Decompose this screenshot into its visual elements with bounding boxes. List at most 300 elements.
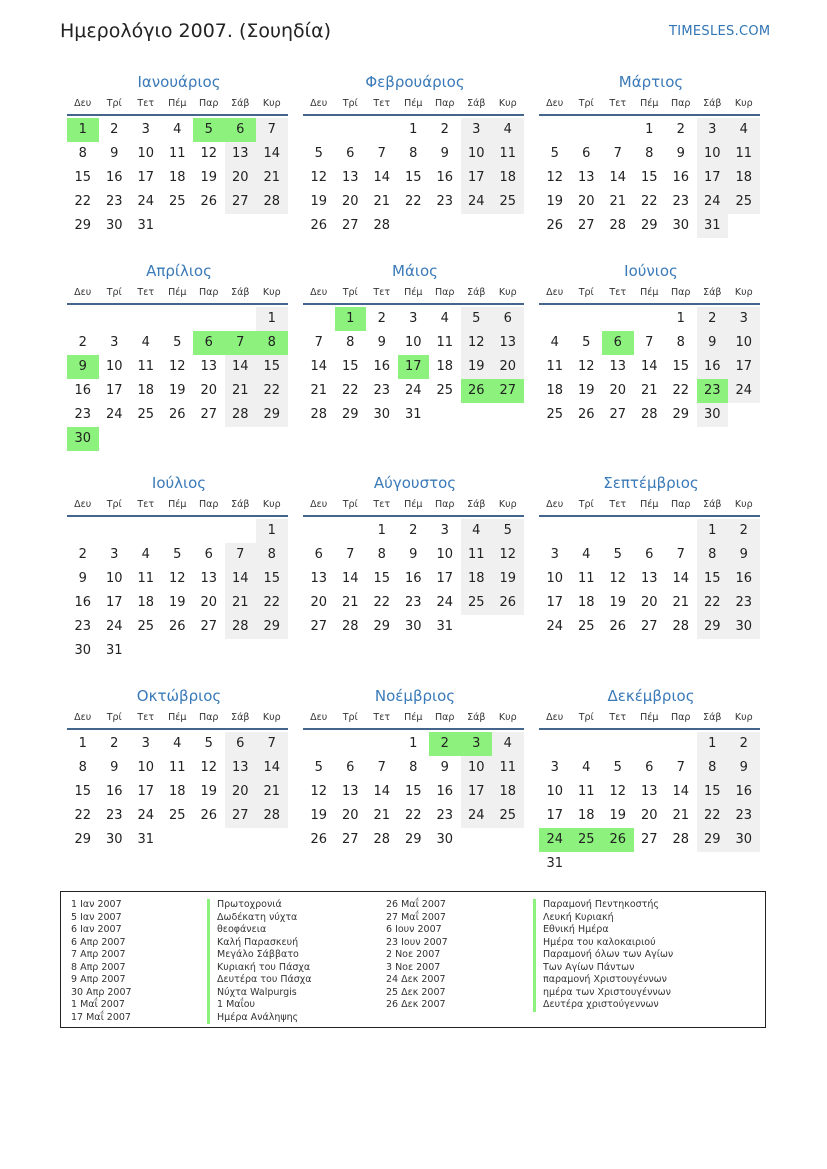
empty-cell <box>634 307 666 331</box>
weekday-label: Τετ <box>137 98 155 109</box>
day-cell: 18 <box>546 383 564 398</box>
day-cell: 19 <box>546 194 564 209</box>
day-cell: 24 <box>436 595 454 610</box>
day-cell: 16 <box>373 359 391 374</box>
weekend-day-cell: 10 <box>728 331 760 355</box>
empty-cell <box>67 307 99 331</box>
weekday-label: Σάβ <box>467 499 486 510</box>
empty-cell <box>602 732 634 756</box>
day-cell: 7 <box>676 760 685 775</box>
weekday-label: Δευ <box>74 712 92 723</box>
month-name: Αύγουστος <box>373 474 457 492</box>
day-cell: 23 <box>74 407 92 422</box>
weekday-header <box>67 495 291 515</box>
weekend-day-cell: 30 <box>728 828 760 852</box>
day-cell: 6 <box>346 146 355 161</box>
weekend-day-cell: 28 <box>225 403 257 427</box>
day-cell: 27 <box>341 218 359 233</box>
day-cell: 23 <box>404 595 422 610</box>
weekend-day-cell: 17 <box>461 166 493 190</box>
weekday-label: Παρ <box>671 712 691 723</box>
day-cell: 8 <box>645 146 654 161</box>
day-cell: 18 <box>137 595 155 610</box>
day-grid <box>303 307 527 427</box>
weekday-label: Τρί <box>342 712 358 723</box>
day-cell: 19 <box>200 784 218 799</box>
weekend-day-cell: 14 <box>225 567 257 591</box>
empty-cell <box>634 732 666 756</box>
day-cell: 8 <box>377 547 386 562</box>
weekend-day-cell: 20 <box>492 355 524 379</box>
weekday-label: Δευ <box>546 287 564 298</box>
weekday-label: Πέμ <box>168 287 187 298</box>
weekend-day-cell: 8 <box>697 756 729 780</box>
day-cell: 17 <box>137 784 155 799</box>
day-cell: 17 <box>436 571 454 586</box>
weekday-label: Τετ <box>373 98 391 109</box>
day-cell: 22 <box>341 383 359 398</box>
month-block <box>303 684 527 852</box>
day-cell: 3 <box>141 122 150 137</box>
day-cell: 28 <box>672 619 690 634</box>
legend-date: 25 Δεκ 2007 <box>386 986 446 998</box>
day-cell: 17 <box>105 383 123 398</box>
weekend-day-cell: 29 <box>697 828 729 852</box>
day-cell: 13 <box>341 784 359 799</box>
day-cell: 17 <box>546 595 564 610</box>
weekend-day-cell: 12 <box>492 543 524 567</box>
weekday-label: Σάβ <box>703 712 722 723</box>
day-cell: 23 <box>105 194 123 209</box>
day-cell: 29 <box>373 619 391 634</box>
weekday-label: Κυρ <box>498 712 517 723</box>
weekend-day-cell: 30 <box>697 403 729 427</box>
empty-cell <box>539 118 571 142</box>
day-cell: 25 <box>168 194 186 209</box>
day-cell: 7 <box>377 760 386 775</box>
weekend-day-cell: 23 <box>728 804 760 828</box>
weekend-day-cell: 4 <box>728 118 760 142</box>
day-cell: 23 <box>436 808 454 823</box>
day-grid <box>67 307 291 451</box>
weekend-day-cell: 22 <box>697 591 729 615</box>
day-cell: 14 <box>341 571 359 586</box>
day-cell: 30 <box>74 643 92 658</box>
day-cell: 30 <box>105 832 123 847</box>
day-cell: 10 <box>105 571 123 586</box>
site-logo[interactable]: TIMESLES.COM <box>669 24 771 39</box>
day-cell: 11 <box>137 359 155 374</box>
weekend-day-cell: 18 <box>728 166 760 190</box>
day-cell: 3 <box>409 311 418 326</box>
day-cell: 9 <box>110 146 119 161</box>
day-cell: 8 <box>346 335 355 350</box>
weekday-label: Τετ <box>137 712 155 723</box>
weekend-day-cell: 4 <box>461 519 493 543</box>
month-name: Δεκέμβριος <box>607 687 695 705</box>
day-cell: 12 <box>609 784 627 799</box>
weekend-day-cell: 27 <box>225 190 257 214</box>
month-block <box>303 471 527 639</box>
day-cell: 25 <box>168 808 186 823</box>
day-cell: 3 <box>550 547 559 562</box>
legend-holiday-name: παραμονή Χριστουγέννων <box>533 974 673 987</box>
day-cell: 28 <box>640 407 658 422</box>
day-cell: 7 <box>314 335 323 350</box>
weekday-label: Τετ <box>373 499 391 510</box>
day-cell: 13 <box>200 359 218 374</box>
weekend-day-cell: 23 <box>728 591 760 615</box>
weekend-day-cell: 29 <box>697 615 729 639</box>
month-block <box>539 70 763 238</box>
weekend-day-cell: 22 <box>256 379 288 403</box>
day-cell: 11 <box>137 571 155 586</box>
header-divider <box>67 515 288 517</box>
day-cell: 26 <box>200 194 218 209</box>
day-cell: 31 <box>105 643 123 658</box>
header-divider <box>539 728 760 730</box>
day-cell: 27 <box>577 218 595 233</box>
day-cell: 1 <box>409 122 418 137</box>
day-cell: 28 <box>672 832 690 847</box>
day-cell: 14 <box>609 170 627 185</box>
day-cell: 27 <box>640 619 658 634</box>
weekend-day-cell: 21 <box>225 591 257 615</box>
day-cell: 29 <box>74 832 92 847</box>
day-cell: 10 <box>137 146 155 161</box>
day-grid <box>539 118 763 238</box>
day-cell: 10 <box>404 335 422 350</box>
day-cell: 25 <box>436 383 454 398</box>
weekday-label: Τρί <box>106 712 122 723</box>
weekday-label: Παρ <box>435 499 455 510</box>
weekday-label: Δευ <box>546 98 564 109</box>
day-cell: 9 <box>78 571 87 586</box>
weekend-day-cell: 13 <box>225 756 257 780</box>
weekday-label: Παρ <box>199 712 219 723</box>
weekend-day-cell: 28 <box>256 804 288 828</box>
day-grid <box>539 732 763 876</box>
day-cell: 12 <box>168 359 186 374</box>
holiday-day-cell: 17 <box>398 355 430 379</box>
empty-cell <box>335 519 367 543</box>
legend-holiday-name: Ημέρα του καλοκαιριού <box>533 937 673 950</box>
day-cell: 31 <box>436 619 454 634</box>
day-cell: 10 <box>137 760 155 775</box>
day-cell: 31 <box>137 218 155 233</box>
legend-date: 7 Απρ 2007 <box>71 949 126 960</box>
weekend-day-cell: 7 <box>256 732 288 756</box>
legend-holiday-name: Νύχτα Walpurgis <box>207 987 312 1000</box>
day-cell: 13 <box>577 170 595 185</box>
day-cell: 8 <box>409 760 418 775</box>
header-divider <box>303 114 524 116</box>
day-cell: 2 <box>676 122 685 137</box>
day-cell: 2 <box>78 547 87 562</box>
weekend-day-cell: 14 <box>256 142 288 166</box>
weekday-label: Τρί <box>578 287 594 298</box>
weekend-day-cell: 21 <box>256 780 288 804</box>
weekend-day-cell: 11 <box>492 142 524 166</box>
day-cell: 14 <box>672 784 690 799</box>
day-cell: 22 <box>640 194 658 209</box>
empty-cell <box>602 519 634 543</box>
day-cell: 24 <box>105 407 123 422</box>
weekday-label: Παρ <box>199 499 219 510</box>
day-cell: 3 <box>550 760 559 775</box>
day-cell: 22 <box>74 194 92 209</box>
day-cell: 3 <box>141 736 150 751</box>
weekend-day-cell: 8 <box>697 543 729 567</box>
weekday-label: Τρί <box>342 287 358 298</box>
month-block <box>539 471 763 639</box>
day-cell: 20 <box>310 595 328 610</box>
day-cell: 24 <box>546 619 564 634</box>
day-cell: 13 <box>609 359 627 374</box>
weekday-label: Πέμ <box>640 98 659 109</box>
weekend-day-cell: 25 <box>492 190 524 214</box>
day-cell: 2 <box>78 335 87 350</box>
day-cell: 12 <box>310 170 328 185</box>
header-divider <box>303 303 524 305</box>
weekday-label: Δευ <box>310 712 328 723</box>
day-cell: 4 <box>141 335 150 350</box>
day-cell: 31 <box>546 856 564 871</box>
empty-cell <box>303 519 335 543</box>
weekend-day-cell: 20 <box>225 780 257 804</box>
legend-names-col-1 <box>207 899 312 1024</box>
weekday-header <box>303 495 527 515</box>
day-cell: 26 <box>168 407 186 422</box>
holiday-day-cell: 24 <box>539 828 571 852</box>
empty-cell <box>130 519 162 543</box>
weekday-header <box>303 94 527 114</box>
empty-cell <box>665 519 697 543</box>
day-cell: 5 <box>173 547 182 562</box>
day-cell: 5 <box>613 760 622 775</box>
weekday-label: Σάβ <box>467 712 486 723</box>
day-cell: 22 <box>404 194 422 209</box>
empty-cell <box>571 732 603 756</box>
empty-cell <box>99 307 131 331</box>
weekday-label: Παρ <box>199 287 219 298</box>
day-cell: 4 <box>141 547 150 562</box>
day-cell: 1 <box>645 122 654 137</box>
holiday-day-cell: 9 <box>67 355 99 379</box>
day-cell: 2 <box>110 736 119 751</box>
holiday-day-cell: 26 <box>602 828 634 852</box>
weekend-day-cell: 3 <box>697 118 729 142</box>
weekend-day-cell: 28 <box>256 190 288 214</box>
legend-date: 6 Ιουν 2007 <box>386 924 442 935</box>
weekday-label: Πέμ <box>404 712 423 723</box>
empty-cell <box>303 732 335 756</box>
day-cell: 14 <box>672 571 690 586</box>
day-cell: 29 <box>74 218 92 233</box>
empty-cell <box>634 519 666 543</box>
weekday-label: Παρ <box>435 712 455 723</box>
day-cell: 29 <box>672 407 690 422</box>
weekend-day-cell: 19 <box>492 567 524 591</box>
day-cell: 12 <box>577 359 595 374</box>
day-cell: 6 <box>204 547 213 562</box>
empty-cell <box>303 307 335 331</box>
day-cell: 17 <box>105 595 123 610</box>
weekday-label: Παρ <box>435 287 455 298</box>
weekday-label: Πέμ <box>168 98 187 109</box>
day-cell: 2 <box>110 122 119 137</box>
day-cell: 23 <box>105 808 123 823</box>
weekend-day-cell: 7 <box>225 543 257 567</box>
weekend-day-cell: 19 <box>461 355 493 379</box>
day-cell: 5 <box>613 547 622 562</box>
month-name: Ιανουάριος <box>137 73 221 91</box>
weekend-day-cell: 24 <box>697 190 729 214</box>
legend-date: 27 Μαΐ 2007 <box>386 911 446 923</box>
legend-holiday-name: θεοφάνεια <box>207 924 312 937</box>
weekend-day-cell: 9 <box>728 543 760 567</box>
weekend-day-cell: 2 <box>728 519 760 543</box>
day-cell: 16 <box>105 170 123 185</box>
header-divider <box>303 728 524 730</box>
weekday-label: Παρ <box>671 499 691 510</box>
empty-cell <box>193 519 225 543</box>
month-name: Ιούνιος <box>624 262 678 280</box>
legend-holiday-name: Δευτέρα του Πάσχα <box>207 974 312 987</box>
day-cell: 12 <box>200 146 218 161</box>
day-cell: 4 <box>582 547 591 562</box>
weekend-day-cell: 29 <box>256 403 288 427</box>
day-cell: 5 <box>582 335 591 350</box>
legend-holiday-name: ημέρα των Χριστουγέννων <box>533 987 673 1000</box>
legend-date: 1 Ιαν 2007 <box>71 899 122 910</box>
day-cell: 19 <box>310 194 328 209</box>
legend-date: 26 Μαΐ 2007 <box>386 899 446 910</box>
header-divider <box>67 728 288 730</box>
weekday-header <box>67 283 291 303</box>
weekend-day-cell: 1 <box>697 732 729 756</box>
day-cell: 9 <box>440 760 449 775</box>
legend-dates-col-2 <box>386 899 448 1012</box>
weekend-day-cell: 17 <box>728 355 760 379</box>
legend-date: 23 Ιουν 2007 <box>386 936 448 948</box>
weekend-day-cell: 25 <box>461 591 493 615</box>
day-cell: 8 <box>78 146 87 161</box>
day-cell: 2 <box>377 311 386 326</box>
day-cell: 30 <box>404 619 422 634</box>
day-cell: 1 <box>377 523 386 538</box>
holiday-day-cell: 23 <box>697 379 729 403</box>
day-cell: 26 <box>546 218 564 233</box>
holiday-day-cell: 6 <box>225 118 257 142</box>
legend-date: 2 Νοε 2007 <box>386 949 441 960</box>
legend-date: 17 Μαΐ 2007 <box>71 1011 131 1023</box>
day-cell: 8 <box>409 146 418 161</box>
day-cell: 11 <box>168 146 186 161</box>
header-divider <box>67 303 288 305</box>
month-name: Νοέμβριος <box>374 687 456 705</box>
day-cell: 2 <box>409 523 418 538</box>
day-cell: 15 <box>640 170 658 185</box>
day-cell: 27 <box>310 619 328 634</box>
weekday-label: Τετ <box>373 712 391 723</box>
weekday-label: Πέμ <box>640 499 659 510</box>
day-cell: 7 <box>377 146 386 161</box>
page-title: Ημερολόγιο 2007. (Σουηδία) <box>60 20 332 42</box>
weekday-label: Δευ <box>74 499 92 510</box>
day-cell: 26 <box>168 619 186 634</box>
weekday-header <box>67 94 291 114</box>
day-cell: 28 <box>373 218 391 233</box>
weekday-label: Τετ <box>373 287 391 298</box>
month-name: Οκτώβριος <box>136 687 222 705</box>
weekday-label: Παρ <box>435 98 455 109</box>
legend-date: 26 Δεκ 2007 <box>386 999 446 1010</box>
day-cell: 27 <box>640 832 658 847</box>
weekend-day-cell: 14 <box>256 756 288 780</box>
day-cell: 5 <box>204 736 213 751</box>
weekend-day-cell: 4 <box>492 732 524 756</box>
holiday-day-cell: 6 <box>193 331 225 355</box>
weekday-label: Δευ <box>74 98 92 109</box>
month-block <box>67 70 291 238</box>
day-cell: 24 <box>137 808 155 823</box>
day-cell: 21 <box>672 595 690 610</box>
day-cell: 19 <box>200 170 218 185</box>
weekday-label: Δευ <box>310 287 328 298</box>
day-cell: 15 <box>74 784 92 799</box>
weekend-day-cell: 17 <box>697 166 729 190</box>
day-cell: 11 <box>168 760 186 775</box>
day-cell: 29 <box>404 832 422 847</box>
weekend-day-cell: 18 <box>492 166 524 190</box>
weekday-label: Πέμ <box>404 499 423 510</box>
day-cell: 11 <box>577 571 595 586</box>
holiday-day-cell: 3 <box>461 732 493 756</box>
empty-cell <box>665 732 697 756</box>
weekday-label: Τετ <box>609 499 627 510</box>
weekend-day-cell: 5 <box>492 519 524 543</box>
weekday-label: Τετ <box>137 287 155 298</box>
day-cell: 12 <box>168 571 186 586</box>
day-grid <box>67 732 291 852</box>
weekend-day-cell: 17 <box>461 780 493 804</box>
day-cell: 16 <box>436 170 454 185</box>
day-cell: 15 <box>404 170 422 185</box>
weekend-day-cell: 11 <box>492 756 524 780</box>
weekday-label: Κυρ <box>262 287 281 298</box>
month-block <box>67 471 291 663</box>
day-cell: 18 <box>436 359 454 374</box>
weekday-label: Πέμ <box>640 712 659 723</box>
empty-cell <box>571 307 603 331</box>
empty-cell <box>193 307 225 331</box>
month-name: Μάρτιος <box>618 73 684 91</box>
weekday-label: Κυρ <box>734 98 753 109</box>
weekday-label: Παρ <box>199 98 219 109</box>
legend-holiday-name: Πρωτοχρονιά <box>207 899 312 912</box>
day-cell: 10 <box>436 547 454 562</box>
legend-holiday-name: Εθνική Ημέρα <box>533 924 673 937</box>
day-grid <box>539 307 763 427</box>
day-cell: 8 <box>676 335 685 350</box>
weekday-label: Παρ <box>671 98 691 109</box>
month-name: Μάιος <box>392 262 438 280</box>
weekend-day-cell: 16 <box>728 567 760 591</box>
weekend-day-cell: 4 <box>492 118 524 142</box>
empty-cell <box>99 519 131 543</box>
day-cell: 17 <box>546 808 564 823</box>
